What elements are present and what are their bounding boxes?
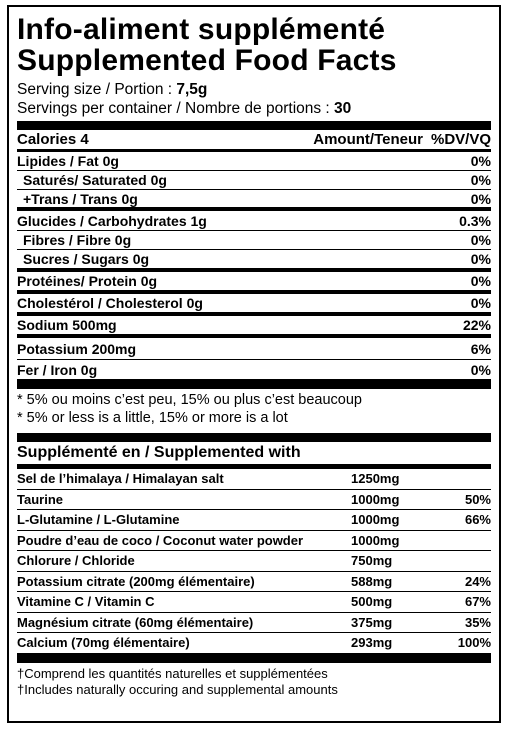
nutrient-name: Sucres / Sugars 0g <box>23 251 150 267</box>
supplement-amount: 293mg <box>351 635 393 651</box>
supplemented-title: Supplémenté en / Supplemented with <box>17 444 301 461</box>
nutrient-dv: 0% <box>470 153 491 169</box>
divider-bar <box>17 654 491 663</box>
supplement-amount: 1000mg <box>351 512 400 528</box>
footnote-french: †Comprend les quantités naturelles et supplémentées <box>17 665 328 681</box>
nutrient-name: Fer / Iron 0g <box>17 361 98 378</box>
nutrient-row <box>17 152 491 171</box>
nutrient-name: +Trans / Trans 0g <box>23 190 138 207</box>
supplement-row <box>17 551 491 572</box>
supplement-name: Poudre d’eau de coco / Coconut water powder <box>17 532 304 548</box>
footnote <box>17 663 491 698</box>
nutrition-facts-panel <box>7 5 501 723</box>
dv-header: %DV/VQ <box>430 131 491 148</box>
supplement-dv: 50% <box>464 491 491 507</box>
supplement-row <box>17 510 491 531</box>
supplement-dv: 35% <box>464 614 491 630</box>
supplement-list <box>17 469 491 654</box>
nutrient-dv: 0% <box>470 295 491 311</box>
supplement-row <box>17 531 491 552</box>
nutrient-row <box>17 231 491 250</box>
nutrient-list <box>17 152 491 380</box>
nutrient-row <box>17 360 491 380</box>
divider-bar <box>17 121 491 130</box>
servings-per-container <box>17 99 491 118</box>
nutrient-dv: 22% <box>462 317 491 333</box>
supplement-row <box>17 469 491 490</box>
supplement-row <box>17 592 491 613</box>
footnote-english: †Includes naturally occuring and supplemental amounts <box>17 681 338 697</box>
serving-size <box>17 80 491 99</box>
title-english: Supplemented Food Facts <box>17 44 397 77</box>
nutrient-row <box>17 250 491 272</box>
servings-per-container-value: 30 <box>334 100 352 117</box>
supplement-amount: 588mg <box>351 573 393 589</box>
nutrient-dv: 0% <box>470 361 491 378</box>
nutrient-dv: 0% <box>470 273 491 289</box>
supplement-row <box>17 572 491 593</box>
nutrient-row <box>17 316 491 338</box>
supplement-row <box>17 490 491 511</box>
title-french: Info-aliment supplémenté <box>17 13 386 46</box>
supplement-name: Sel de l’himalaya / Himalayan salt <box>17 471 224 487</box>
servings-per-container-label: Servings per container / Nombre de portions : <box>17 100 335 117</box>
divider-bar <box>17 433 491 442</box>
supplement-row <box>17 613 491 634</box>
nutrient-name: Glucides / Carbohydrates 1g <box>17 212 207 229</box>
nutrient-name: Fibres / Fibre 0g <box>23 232 132 248</box>
supplement-amount: 500mg <box>351 594 393 610</box>
calories-label: Calories 4 <box>17 131 89 148</box>
supplement-name: Chlorure / Chloride <box>17 553 135 569</box>
calories-header-row <box>17 130 491 152</box>
supplement-dv: 67% <box>464 594 491 610</box>
dv-note-french: * 5% ou moins c’est peu, 15% ou plus c’est beaucoup <box>17 392 362 408</box>
supplement-row <box>17 633 491 654</box>
supplement-amount: 1000mg <box>351 532 400 548</box>
nutrient-row <box>17 211 491 231</box>
nutrient-row <box>17 338 491 360</box>
supplement-name: L-Glutamine / L-Glutamine <box>17 512 180 528</box>
supplement-dv: 24% <box>464 573 491 589</box>
nutrient-name: Protéines/ Protein 0g <box>17 273 158 289</box>
nutrient-row <box>17 171 491 190</box>
supplement-name: Vitamine C / Vitamin C <box>17 594 155 610</box>
nutrient-dv: 0% <box>470 172 491 188</box>
nutrient-name: Potassium 200mg <box>17 340 137 357</box>
supplement-amount: 1250mg <box>351 471 400 487</box>
divider-bar <box>17 380 491 389</box>
nutrient-row <box>17 272 491 294</box>
dv-note <box>17 389 491 427</box>
supplement-name: Potassium citrate (200mg élémentaire) <box>17 573 255 589</box>
nutrient-dv: 0% <box>470 232 491 248</box>
supplement-amount: 375mg <box>351 614 393 630</box>
nutrient-dv: 0% <box>470 251 491 267</box>
supplement-name: Calcium (70mg élémentaire) <box>17 635 190 651</box>
serving-size-label: Serving size / Portion : <box>17 81 177 98</box>
nutrient-row <box>17 190 491 211</box>
nutrient-dv: 0% <box>470 190 491 207</box>
supplement-dv: 100% <box>457 635 491 651</box>
nutrient-row <box>17 294 491 316</box>
nutrient-dv: 0.3% <box>459 212 491 229</box>
serving-size-value: 7,5g <box>176 81 208 98</box>
supplement-amount: 750mg <box>351 553 393 569</box>
supplement-dv: 66% <box>464 512 491 528</box>
nutrient-name: Saturés/ Saturated 0g <box>23 172 167 188</box>
nutrient-name: Cholestérol / Cholesterol 0g <box>17 295 203 311</box>
nutrient-name: Lipides / Fat 0g <box>17 153 119 169</box>
supplement-name: Taurine <box>17 491 63 507</box>
amount-header: Amount/Teneur <box>313 131 423 148</box>
dv-note-english: * 5% or less is a little, 15% or more is a lot <box>17 410 288 426</box>
nutrient-name: Sodium 500mg <box>17 317 117 333</box>
nutrient-dv: 6% <box>470 340 491 357</box>
supplement-name: Magnésium citrate (60mg élémentaire) <box>17 614 254 630</box>
supplement-amount: 1000mg <box>351 491 400 507</box>
